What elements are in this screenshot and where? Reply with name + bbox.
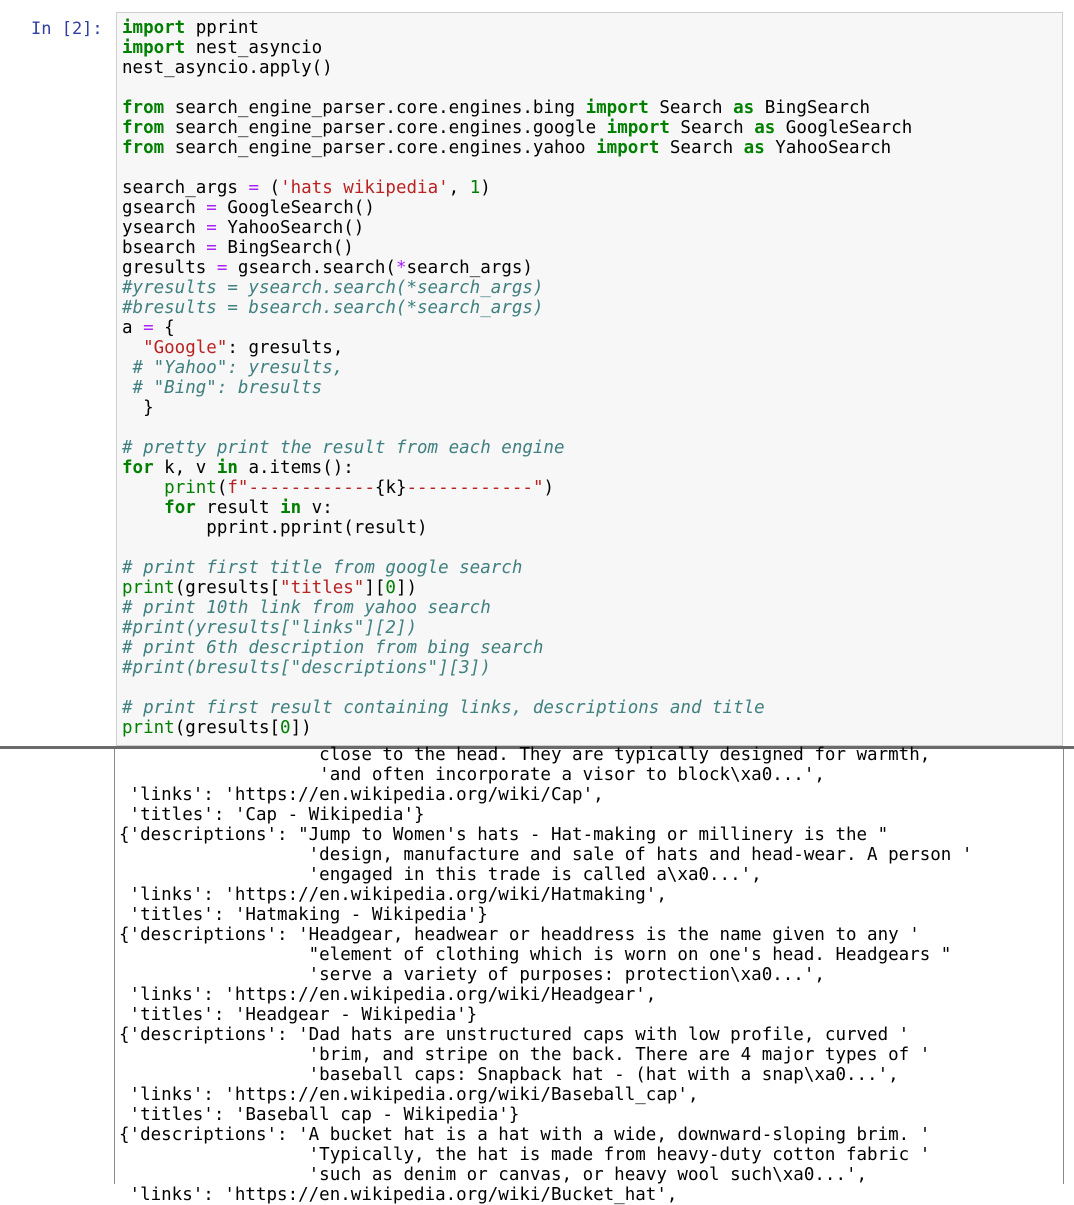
output-line: 'titles': 'Hatmaking - Wikipedia'} xyxy=(119,905,488,925)
output-line: {'descriptions': "Jump to Women's hats - Hat-making or millinery is the " xyxy=(119,825,889,845)
code-line: a = { xyxy=(122,318,175,338)
code-line: } xyxy=(122,398,154,418)
output-line: 'Typically, the hat is made from heavy-duty cotton fabric ' xyxy=(119,1145,931,1165)
output-line: 'links': 'https://en.wikipedia.org/wiki/Cap', xyxy=(119,785,604,805)
code-line: bsearch = BingSearch() xyxy=(122,238,354,258)
code-line: for k, v in a.items(): xyxy=(122,458,354,478)
code-line xyxy=(122,78,912,98)
code-line xyxy=(122,678,912,698)
code-line: #yresults = ysearch.search(*search_args) xyxy=(122,278,544,298)
code-line: nest_asyncio.apply() xyxy=(122,58,333,78)
code-line xyxy=(122,158,912,178)
code-line: print(gresults[0]) xyxy=(122,718,312,738)
code-line: print(f"------------{k}------------") xyxy=(164,478,555,498)
code-line: "Google": gresults, xyxy=(143,338,344,358)
code-line: from search_engine_parser.core.engines.yahoo import Search as YahooSearch xyxy=(122,138,892,158)
output-line: 'and often incorporate a visor to block\xa0...', xyxy=(119,765,825,785)
input-prompt: In [2]: xyxy=(31,19,103,39)
output-line: 'links': 'https://en.wikipedia.org/wiki/Hatmaking', xyxy=(119,885,667,905)
code-line: gsearch = GoogleSearch() xyxy=(122,198,375,218)
code-line: # print first result containing links, descriptions and title xyxy=(122,698,765,718)
code-line: import nest_asyncio xyxy=(122,38,323,58)
output-line: 'links': 'https://en.wikipedia.org/wiki/Baseball_cap', xyxy=(119,1085,699,1105)
output-line: {'descriptions': 'Headgear, headwear or headdress is the name given to any ' xyxy=(119,925,920,945)
code-line: from search_engine_parser.core.engines.google import Search as GoogleSearch xyxy=(122,118,913,138)
code-line xyxy=(122,418,912,438)
code-line: search_args = ('hats wikipedia', 1) xyxy=(122,178,491,198)
code-line: from search_engine_parser.core.engines.bing import Search as BingSearch xyxy=(122,98,871,118)
output-line: 'such as denim or canvas, or heavy wool such\xa0...', xyxy=(119,1165,868,1185)
code-line: # "Bing": bresults xyxy=(132,378,323,398)
output-line: 'serve a variety of purposes: protection\xa0...', xyxy=(119,965,825,985)
cell-output-area[interactable] xyxy=(114,745,1064,1205)
output-line: 'titles': 'Cap - Wikipedia'} xyxy=(119,805,425,825)
code-line: # print 10th link from yahoo search xyxy=(122,598,491,618)
output-line: 'links': 'https://en.wikipedia.org/wiki/Headgear', xyxy=(119,985,657,1005)
code-line: for result in v: xyxy=(164,498,333,518)
code-line: #bresults = bsearch.search(*search_args) xyxy=(122,298,544,318)
code-line xyxy=(122,538,912,558)
output-text xyxy=(119,745,972,1205)
output-line: 'titles': 'Headgear - Wikipedia'} xyxy=(119,1005,478,1025)
code-line: #print(yresults["links"][2]) xyxy=(122,618,418,638)
code-line: import pprint xyxy=(122,18,259,38)
output-line: 'engaged in this trade is called a\xa0...', xyxy=(119,865,762,885)
code-line: pprint.pprint(result) xyxy=(122,518,428,538)
code-text[interactable] xyxy=(122,18,912,738)
output-line: 'design, manufacture and sale of hats and head-wear. A person ' xyxy=(119,845,973,865)
output-line: close to the head. They are typically designed for warmth, xyxy=(119,745,931,765)
code-line: gresults = gsearch.search(*search_args) xyxy=(122,258,533,278)
output-line: {'descriptions': 'Dad hats are unstructured caps with low profile, curved ' xyxy=(119,1025,910,1045)
output-line: 'baseball caps: Snapback hat - (hat with a snap\xa0...', xyxy=(119,1065,899,1085)
output-line: {'descriptions': 'A bucket hat is a hat with a wide, downward-sloping brim. ' xyxy=(119,1125,931,1145)
output-line: 'links': 'https://en.wikipedia.org/wiki/Bucket_hat', xyxy=(119,1185,678,1205)
code-line: print(gresults["titles"][0]) xyxy=(122,578,418,598)
code-line: ysearch = YahooSearch() xyxy=(122,218,365,238)
code-line: # pretty print the result from each engine xyxy=(122,438,565,458)
code-line: # "Yahoo": yresults, xyxy=(132,358,344,378)
output-line: 'brim, and stripe on the back. There are 4 major types of ' xyxy=(119,1045,931,1065)
code-line: # print first title from google search xyxy=(122,558,523,578)
code-cell-editor[interactable] xyxy=(116,12,1063,746)
output-line: "element of clothing which is worn on one's head. Headgears " xyxy=(119,945,952,965)
code-line: # print 6th description from bing search xyxy=(122,638,544,658)
output-line: 'titles': 'Baseball cap - Wikipedia'} xyxy=(119,1105,520,1125)
code-line: #print(bresults["descriptions"][3]) xyxy=(122,658,491,678)
